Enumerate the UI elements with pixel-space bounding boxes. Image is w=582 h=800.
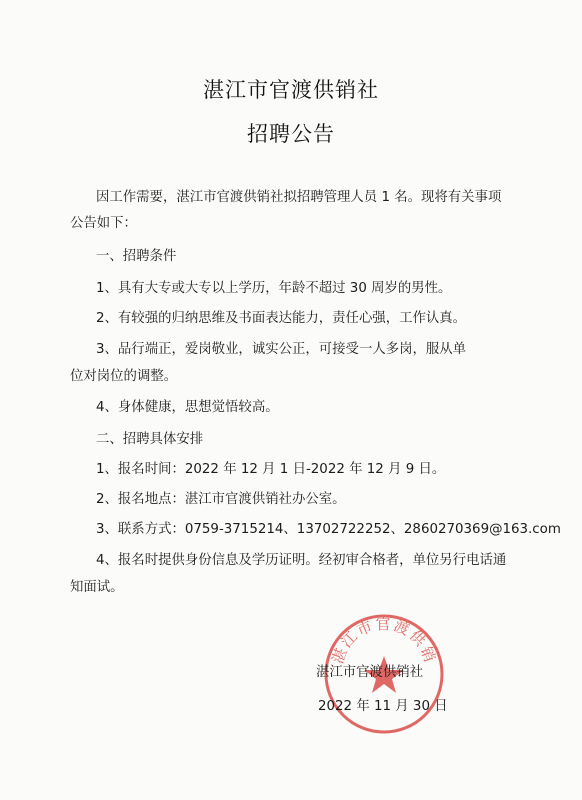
arrangement-item-continuation: 知面试。 bbox=[70, 580, 124, 595]
section-1-heading: 一、招聘条件 bbox=[96, 249, 177, 264]
document-title: 湛江市官渡供销社 bbox=[203, 78, 379, 102]
condition-item: 4、身体健康，思想觉悟较高。 bbox=[96, 400, 279, 415]
condition-item-continuation: 位对岗位的调整。 bbox=[70, 369, 178, 384]
condition-item: 1、具有大专或大专以上学历，年龄不超过 30 周岁的男性。 bbox=[96, 281, 452, 296]
condition-item: 3、品行端正，爱岗敬业，诚实公正，可接受一人多岗，服从单 bbox=[96, 342, 467, 357]
signature-date: 2022 年 11 月 30 日 bbox=[318, 699, 448, 714]
condition-item: 2、有较强的归纳思维及书面表达能力，责任心强，工作认真。 bbox=[96, 311, 467, 326]
document-subtitle: 招聘公告 bbox=[247, 122, 335, 146]
signature-organization: 湛江市官渡供销社 bbox=[316, 665, 424, 680]
arrangement-item: 4、报名时提供身份信息及学历证明。经初审合格者，单位另行电话通 bbox=[96, 553, 507, 568]
arrangement-item: 2、报名地点：湛江市官渡供销社办公室。 bbox=[96, 492, 346, 507]
arrangement-item: 3、联系方式：0759-3715214、13702722252、2860270369@163.com bbox=[96, 522, 561, 537]
section-2-heading: 二、招聘具体安排 bbox=[96, 432, 204, 447]
intro-paragraph-line-2: 公告如下： bbox=[70, 216, 137, 231]
arrangement-item: 1、报名时间：2022 年 12 月 1 日-2022 年 12 月 9 日。 bbox=[96, 462, 446, 477]
seal-text: 湛江市官渡供销 bbox=[328, 615, 440, 667]
intro-paragraph-line-1: 因工作需要，湛江市官渡供销社拟招聘管理人员 1 名。现将有关事项 bbox=[96, 190, 502, 205]
